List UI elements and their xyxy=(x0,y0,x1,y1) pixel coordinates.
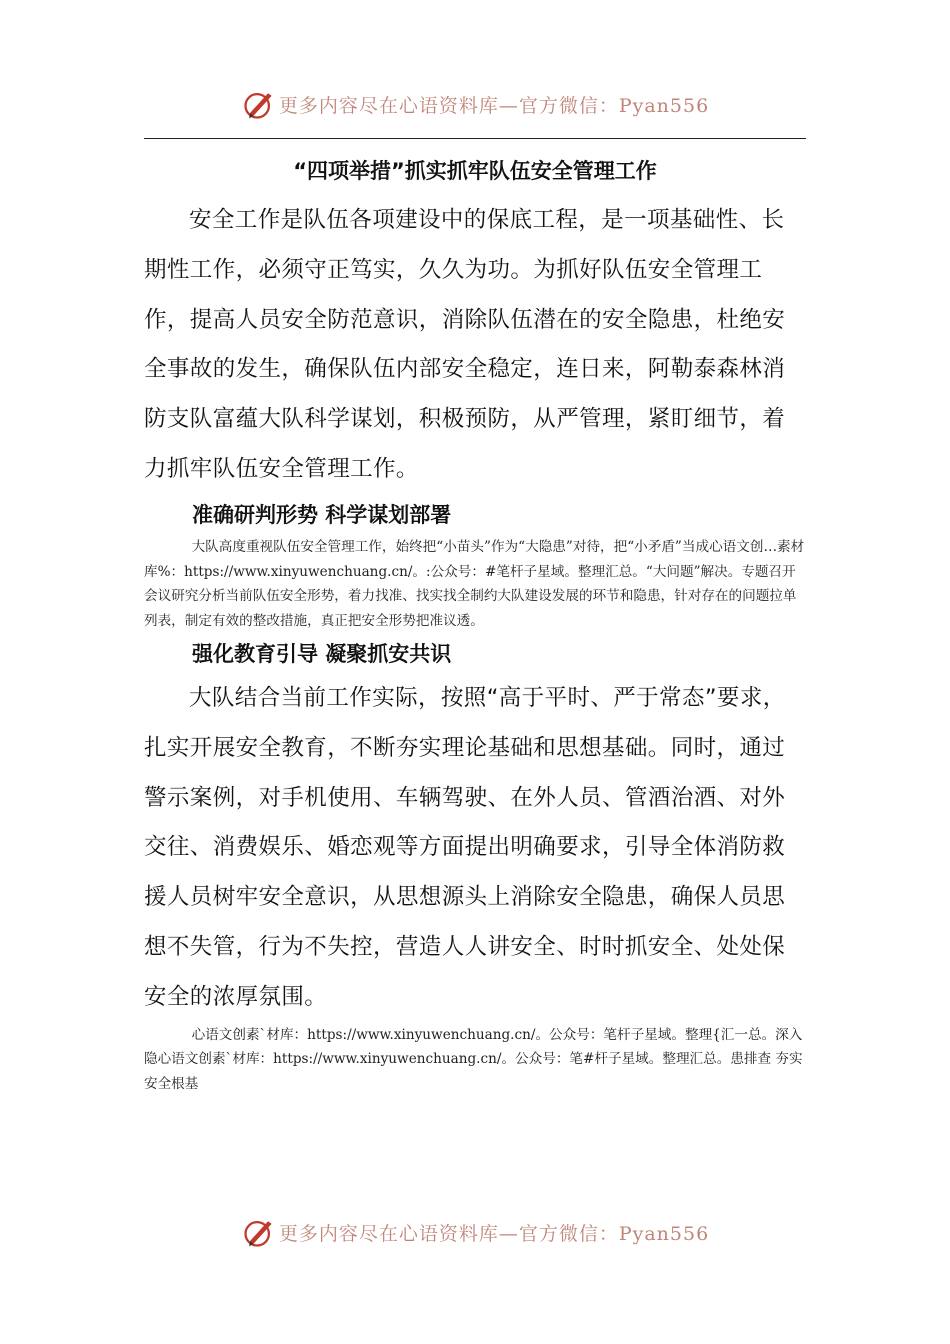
header-brand-text: 更多内容尽在心语资料库—官方微信：Pyan556 xyxy=(278,94,710,117)
closing-note: 心语文创素`材库：https://www.xinyuwenchuang.cn/。公众号：笔杆子星域。整理{汇一总。深入隐心语文创素`材库：https://www.xinyuwenchuang.cn/。公众号：笔#杆子星域。整理汇总。患排查 夯实安全根基 xyxy=(144,1026,803,1093)
section2-heading: 强化教育引导 凝聚抓安共识 xyxy=(192,641,452,666)
pen-logo-icon xyxy=(241,1214,277,1250)
section1-heading: 准确研判形势 科学谋划部署 xyxy=(192,502,452,527)
page-header xyxy=(0,84,950,124)
section1-body: 大队高度重视队伍安全管理工作，始终把“小苗头”作为“大隐患”对待，把“小矛盾”当成心语文创…素材库%：https://www.xinyuwenchuang.cn/。:公众号：#笔杆子星域。整理汇总。“大问题”解决。专题召开会议研究分析当前队伍安全形势，着力找准、找实找全制约大队建设发展的环节和隐患，针对存在的问题拉单列表，制定有效的整改措施，真正把安全形势把准议透。 xyxy=(144,538,805,630)
article-body xyxy=(144,150,806,1097)
pen-logo-icon xyxy=(241,86,277,122)
article-title: “四项举措”抓实抓牢队伍安全管理工作 xyxy=(293,159,657,183)
intro-paragraph: 安全工作是队伍各项建设中的保底工程，是一项基础性、长期性工作，必须守正笃实，久久为功。为抓好队伍安全管理工作，提高人员安全防范意识，消除队伍潜在的安全隐患，杜绝安全事故的发生，确保队伍内部安全稳定，连日来，阿勒泰森林消防支队富蕴大队科学谋划，积极预防，从严管理，紧盯细节，着力抓牢队伍安全管理工作。 xyxy=(144,207,786,482)
footer-brand-text: 更多内容尽在心语资料库—官方微信：Pyan556 xyxy=(278,1222,710,1245)
section2-body: 大队结合当前工作实际，按照“高于平时、严于常态”要求，扎实开展安全教育，不断夯实理论基础和思想基础。同时，通过警示案例，对手机使用、车辆驾驶、在外人员、管酒治酒、对外交往、消费娱乐、婚恋观等方面提出明确要求，引导全体消防救援人员树牢安全意识，从思想源头上消除安全隐患，确保人员思想不失管，行为不失控，营造人人讲安全、时时抓安全、处处保安全的浓厚氛围。 xyxy=(144,684,786,1010)
header-divider xyxy=(144,138,806,139)
page-footer xyxy=(0,1212,950,1252)
